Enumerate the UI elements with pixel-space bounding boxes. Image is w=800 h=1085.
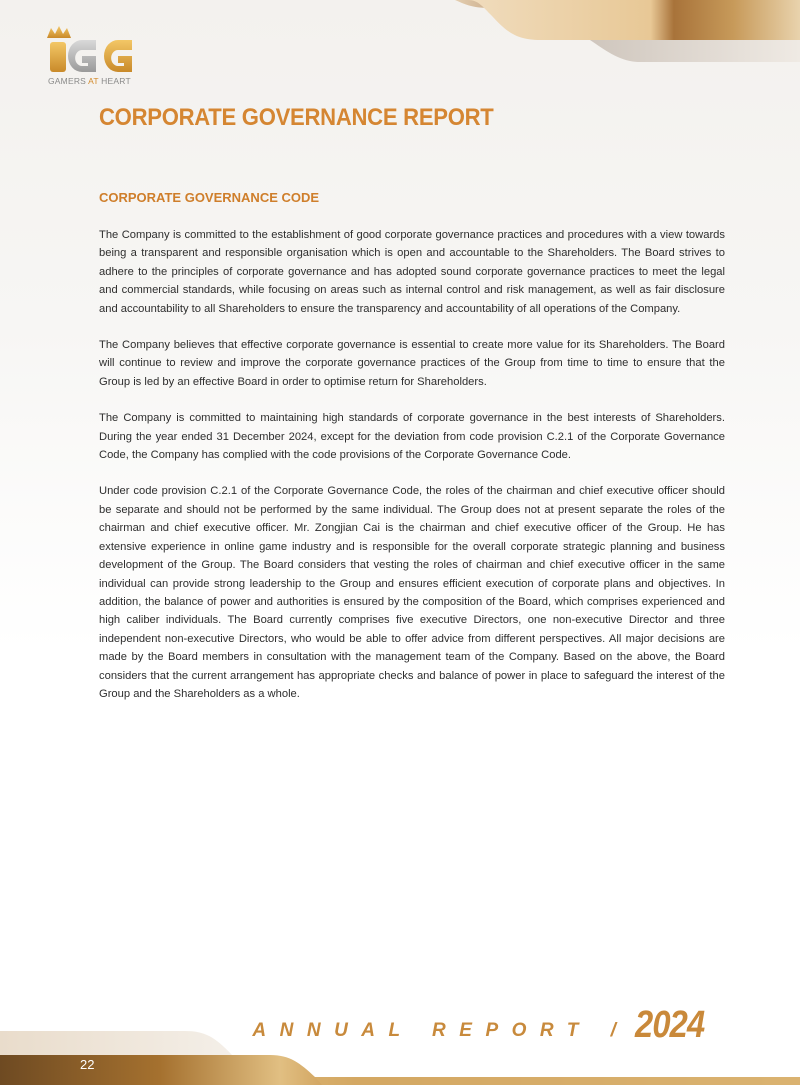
paragraph-2: The Company believes that effective corporate governance is essential to create more value for its Shareholders. The Board will continue to review and improve the corporate governance practices of the Group from time to time to ensure that the Group is led by an effective Board in order to optimise return for Shareholders. [99,339,725,388]
igg-logo [44,24,144,90]
paragraph-4: Under code provision C.2.1 of the Corporate Governance Code, the roles of the chairman and chief executive officer should be separate and should not be performed by the same individual. The Group does not at present separate the roles of the chairman and chief executive officer. Mr. Zongjian Cai is the chairman and chief executive officer of the Group. He has extensive experience in online game industry and is responsible for the overall corporate strategic planning and business development of the Group. The Board considers that vesting the roles of chairman and chief executive officer in the same individual can provide strong leadership to the Group and ensures efficient execution of corporate plans and objectives. In addition, the balance of power and authorities is ensured by the composition of the Board, which comprises experienced and high caliber individuals. The Board currently comprises five executive Directors, one non-executive Director and three independent non-executive Directors, who would be able to offer advice from different perspectives. All major decisions are made by the Board members in consultation with the management team of the Company. Based on the above, the Board considers that the current arrangement has appropriate checks and balance of power in place to safeguard the interest of the Group and the Shareholders as a whole. [99,485,725,700]
page-number: 22 [80,1057,95,1072]
paragraph-3: The Company is committed to maintaining high standards of corporate governance in the best interests of Shareholders. During the year ended 31 December 2024, except for the deviation from code provision C.2.1 of the Corporate Governance Code, the Company has complied with the code provisions of the Corporate Governance Code. [99,412,725,462]
paragraph-1: The Company is committed to the establishment of good corporate governance practices and procedures with a view towards being a transparent and responsible organisation which is open and accountable to the Shareholders. The Board strives to adhere to the principles of corporate governance and has adopted sound corporate governance practices to meet the legal and commercial standards, while focusing on areas such as internal control and risk management, as well as fair disclosure and accountability to all Shareholders to ensure the transparency and accountability of all operations of the Company. [99,229,725,315]
annual-report-label: ANNUAL REPORT / [252,1020,630,1041]
bottom-decorative-band [0,1015,800,1085]
logo-tagline: GAMERS AT HEART [48,76,131,86]
section-heading: CORPORATE GOVERNANCE CODE [99,190,320,205]
body-text [99,226,725,721]
igg-logo-mark [44,24,140,76]
report-year: 2024 [635,1004,705,1046]
page-title: CORPORATE GOVERNANCE REPORT [99,104,494,131]
